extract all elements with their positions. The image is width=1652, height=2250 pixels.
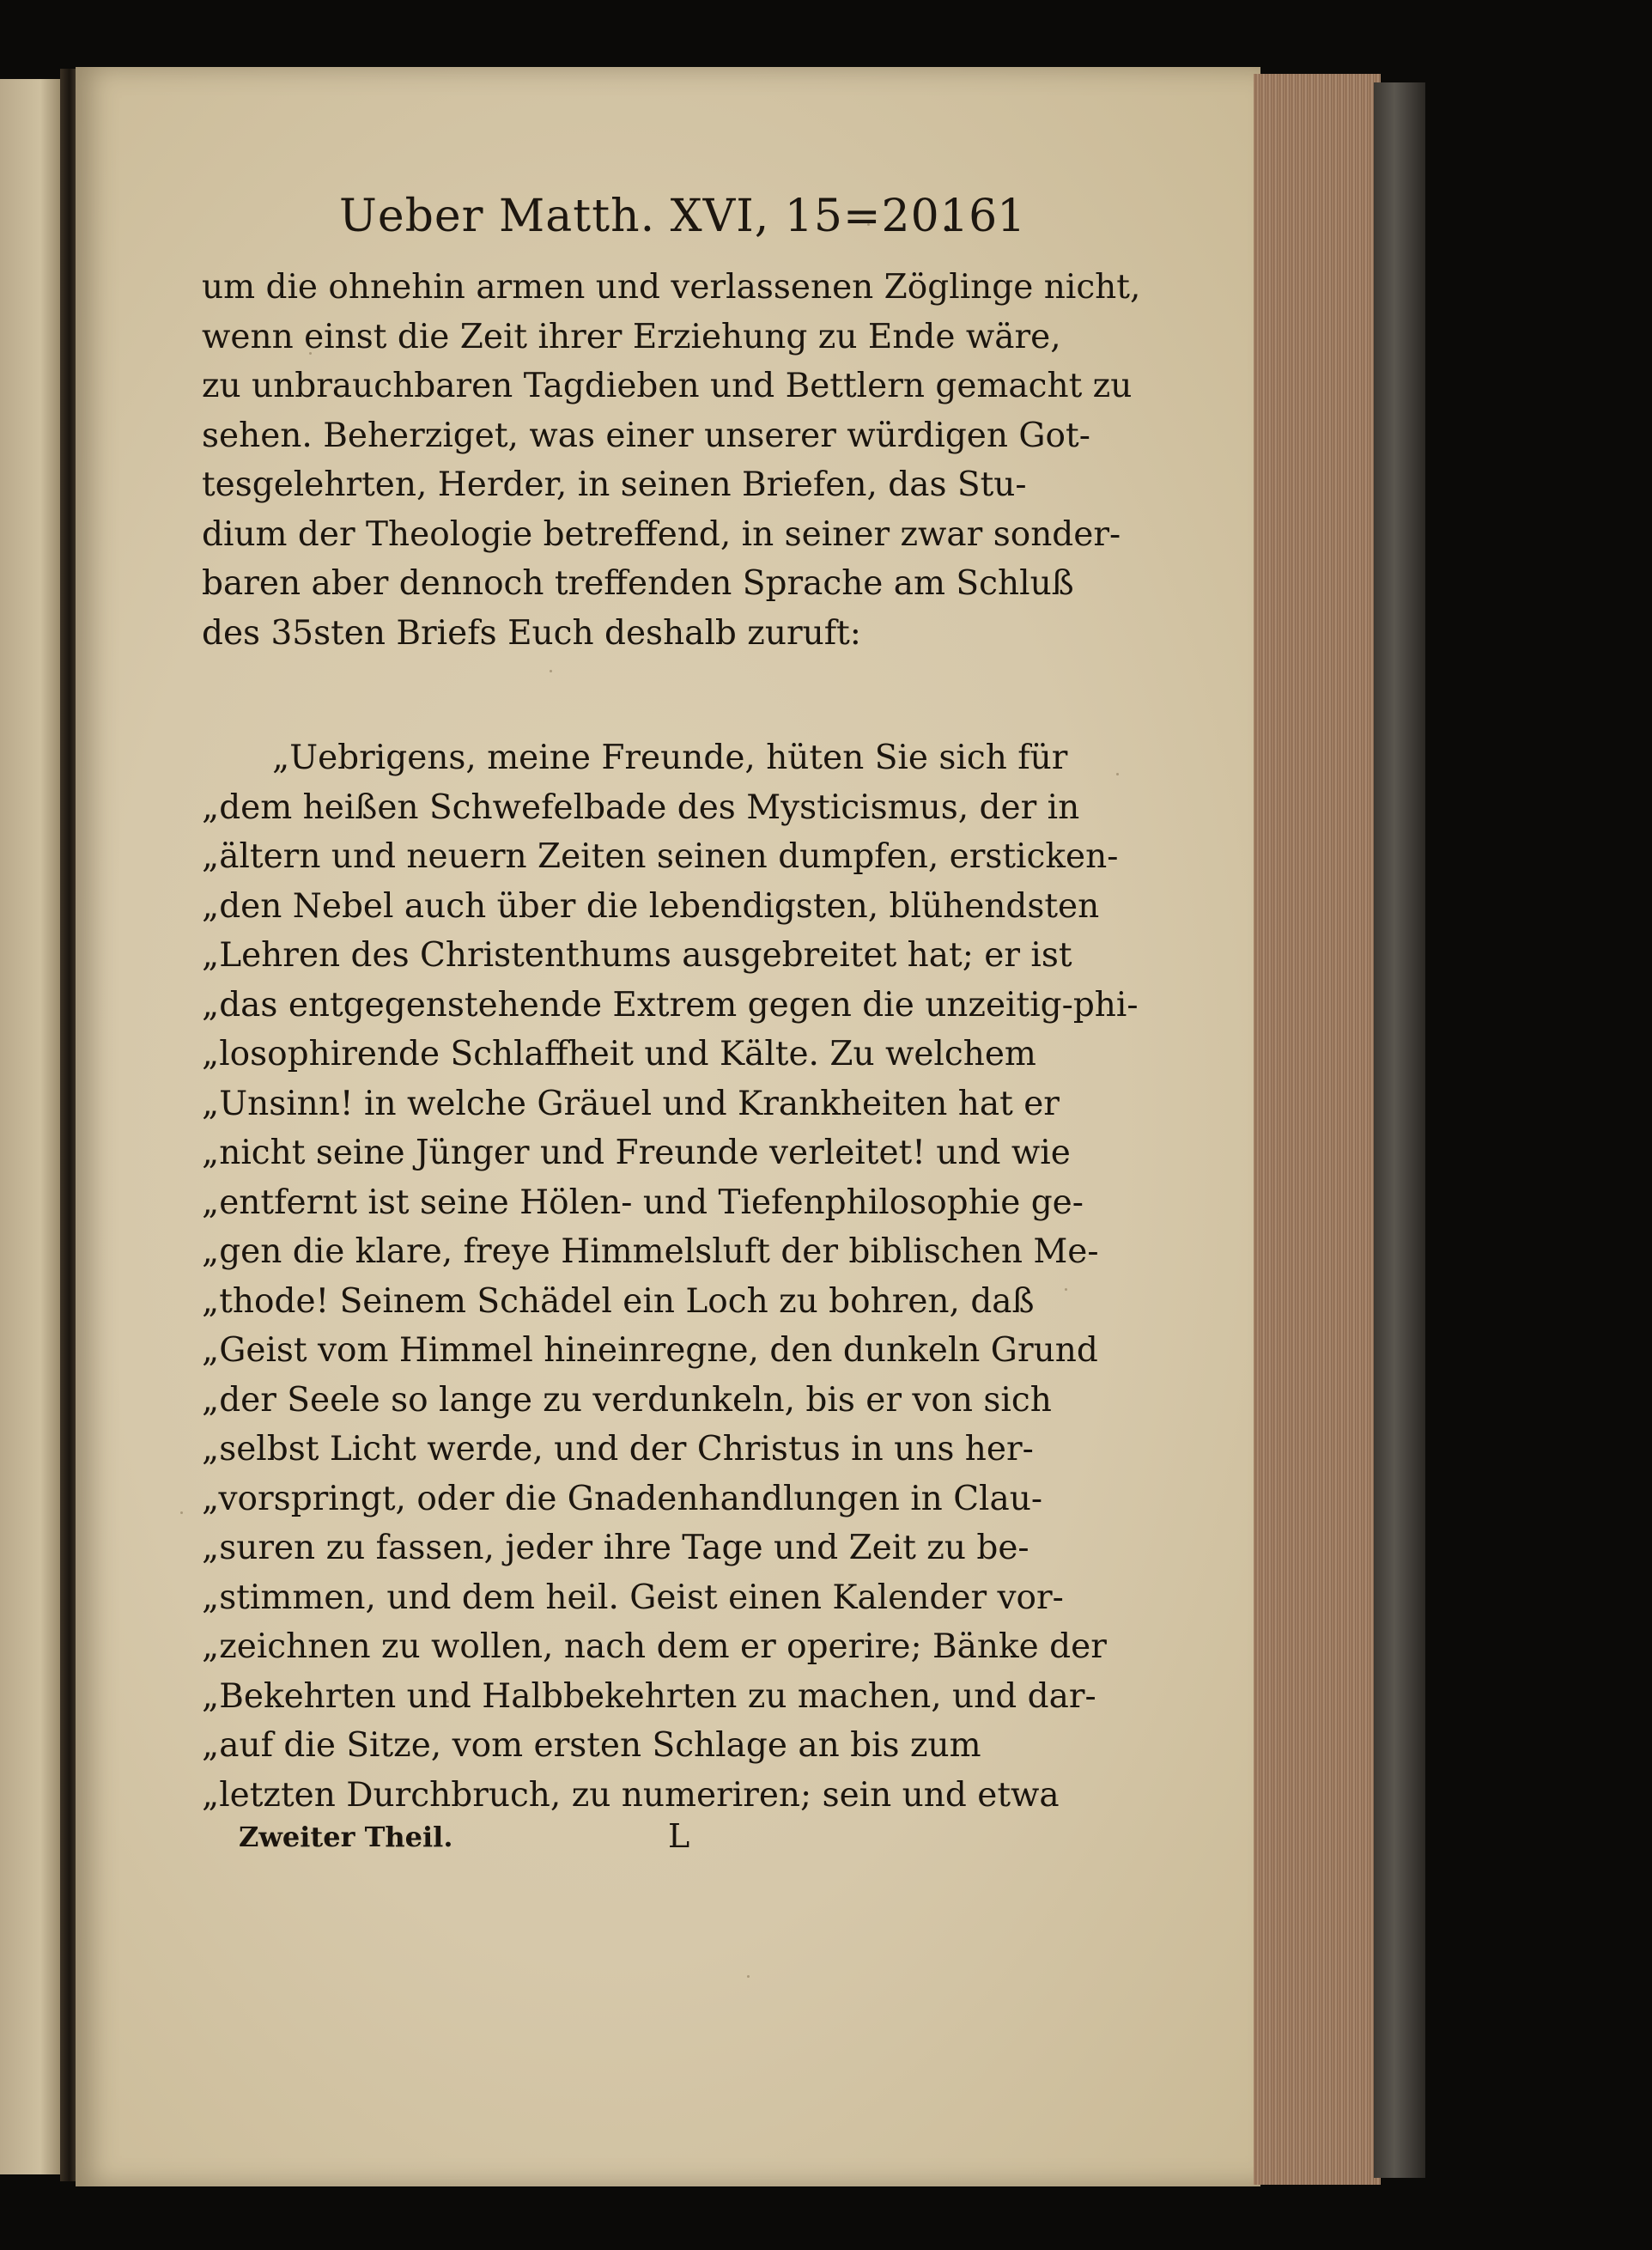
- quote-line: „thode! Seinem Schädel ein Loch zu bohren, daß: [202, 1281, 1035, 1321]
- quote-line: „Unsinn! in welche Gräuel und Krankheiten hat er: [202, 1084, 1060, 1123]
- quote-line: „das entgegenstehende Extrem gegen die unzeitig-phi-: [202, 985, 1139, 1025]
- left-page-edge: [0, 79, 67, 2174]
- quote-line: „ältern und neuern Zeiten seinen dumpfen, ersticken-: [202, 837, 1119, 876]
- quote-line: „Uebrigens, meine Freunde, hüten Sie sich für: [272, 739, 1068, 777]
- page-fore-edge: [1254, 74, 1381, 2185]
- quote-line: „suren zu fassen, jeder ihre Tage und Zeit zu be-: [202, 1529, 1029, 1567]
- quote-line: „den Nebel auch über die lebendigsten, blühendsten: [202, 886, 1100, 926]
- quote-line: „dem heißen Schwefelbade des Mysticismus, der in: [202, 788, 1080, 827]
- quote-line: „stimmen, und dem heil. Geist einen Kalender vor-: [202, 1578, 1064, 1617]
- quote-line: „zeichnen zu wollen, nach dem er operire; Bänke der: [202, 1627, 1107, 1666]
- page-footer: [239, 1817, 754, 1872]
- text-line: um die ohnehin armen und verlassenen Zöglinge nicht,: [202, 268, 1141, 307]
- text-line: des 35sten Briefs Euch deshalb zuruft:: [202, 613, 861, 653]
- text-line: tesgelehrten, Herder, in seinen Briefen, das Stu-: [202, 465, 1027, 504]
- book-cover-edge: [1374, 82, 1425, 2178]
- signature-line: Zweiter Theil.: [239, 1821, 453, 1853]
- text-line: baren aber dennoch treffenden Sprache am Schluß: [202, 564, 1074, 603]
- page-number: 161: [940, 191, 1026, 242]
- running-header: [339, 191, 1026, 259]
- quote-line: „nicht seine Jünger und Freunde verleitet! und wie: [202, 1134, 1071, 1172]
- quote-line: „vorspringt, oder die Gnadenhandlungen in Clau-: [202, 1479, 1043, 1518]
- quote-line: „selbst Licht werde, und der Christus in uns her-: [202, 1430, 1034, 1469]
- text-line: zu unbrauchbaren Tagdieben und Bettlern gemacht zu: [202, 367, 1133, 405]
- paragraph-gap: [202, 658, 1026, 733]
- text-line: dium der Theologie betreffend, in seiner zwar sonder-: [202, 514, 1121, 554]
- quote-line: „losophirende Schlaffheit und Kälte. Zu welchem: [202, 1035, 1036, 1073]
- quote-line: „entfernt ist seine Hölen- und Tiefenphilosophie ge-: [202, 1183, 1084, 1222]
- quote-line: „auf die Sitze, vom ersten Schlage an bis zum: [202, 1726, 981, 1765]
- text-line: sehen. Beherziget, was einer unserer würdigen Got-: [202, 416, 1090, 455]
- quote-line: „gen die klare, freye Himmelsluft der biblischen Me-: [202, 1232, 1099, 1271]
- quote-line: „letzten Durchbruch, zu numeriren; sein und etwa: [202, 1775, 1060, 1815]
- running-title: Ueber Matth. XVI, 15=20.: [339, 191, 956, 242]
- body-text: [202, 263, 1141, 1820]
- quote-line: „Bekehrten und Halbbekehrten zu machen, und dar-: [202, 1676, 1096, 1716]
- quote-line: „der Seele so lange zu verdunkeln, bis er von sich: [202, 1380, 1052, 1420]
- quote-line: „Geist vom Himmel hineinregne, den dunkeln Grund: [202, 1331, 1098, 1370]
- signature-mark: L: [668, 1817, 690, 1855]
- text-line: wenn einst die Zeit ihrer Erziehung zu Ende wäre,: [202, 317, 1061, 356]
- quote-line: „Lehren des Christenthums ausgebreitet hat; er ist: [202, 936, 1072, 975]
